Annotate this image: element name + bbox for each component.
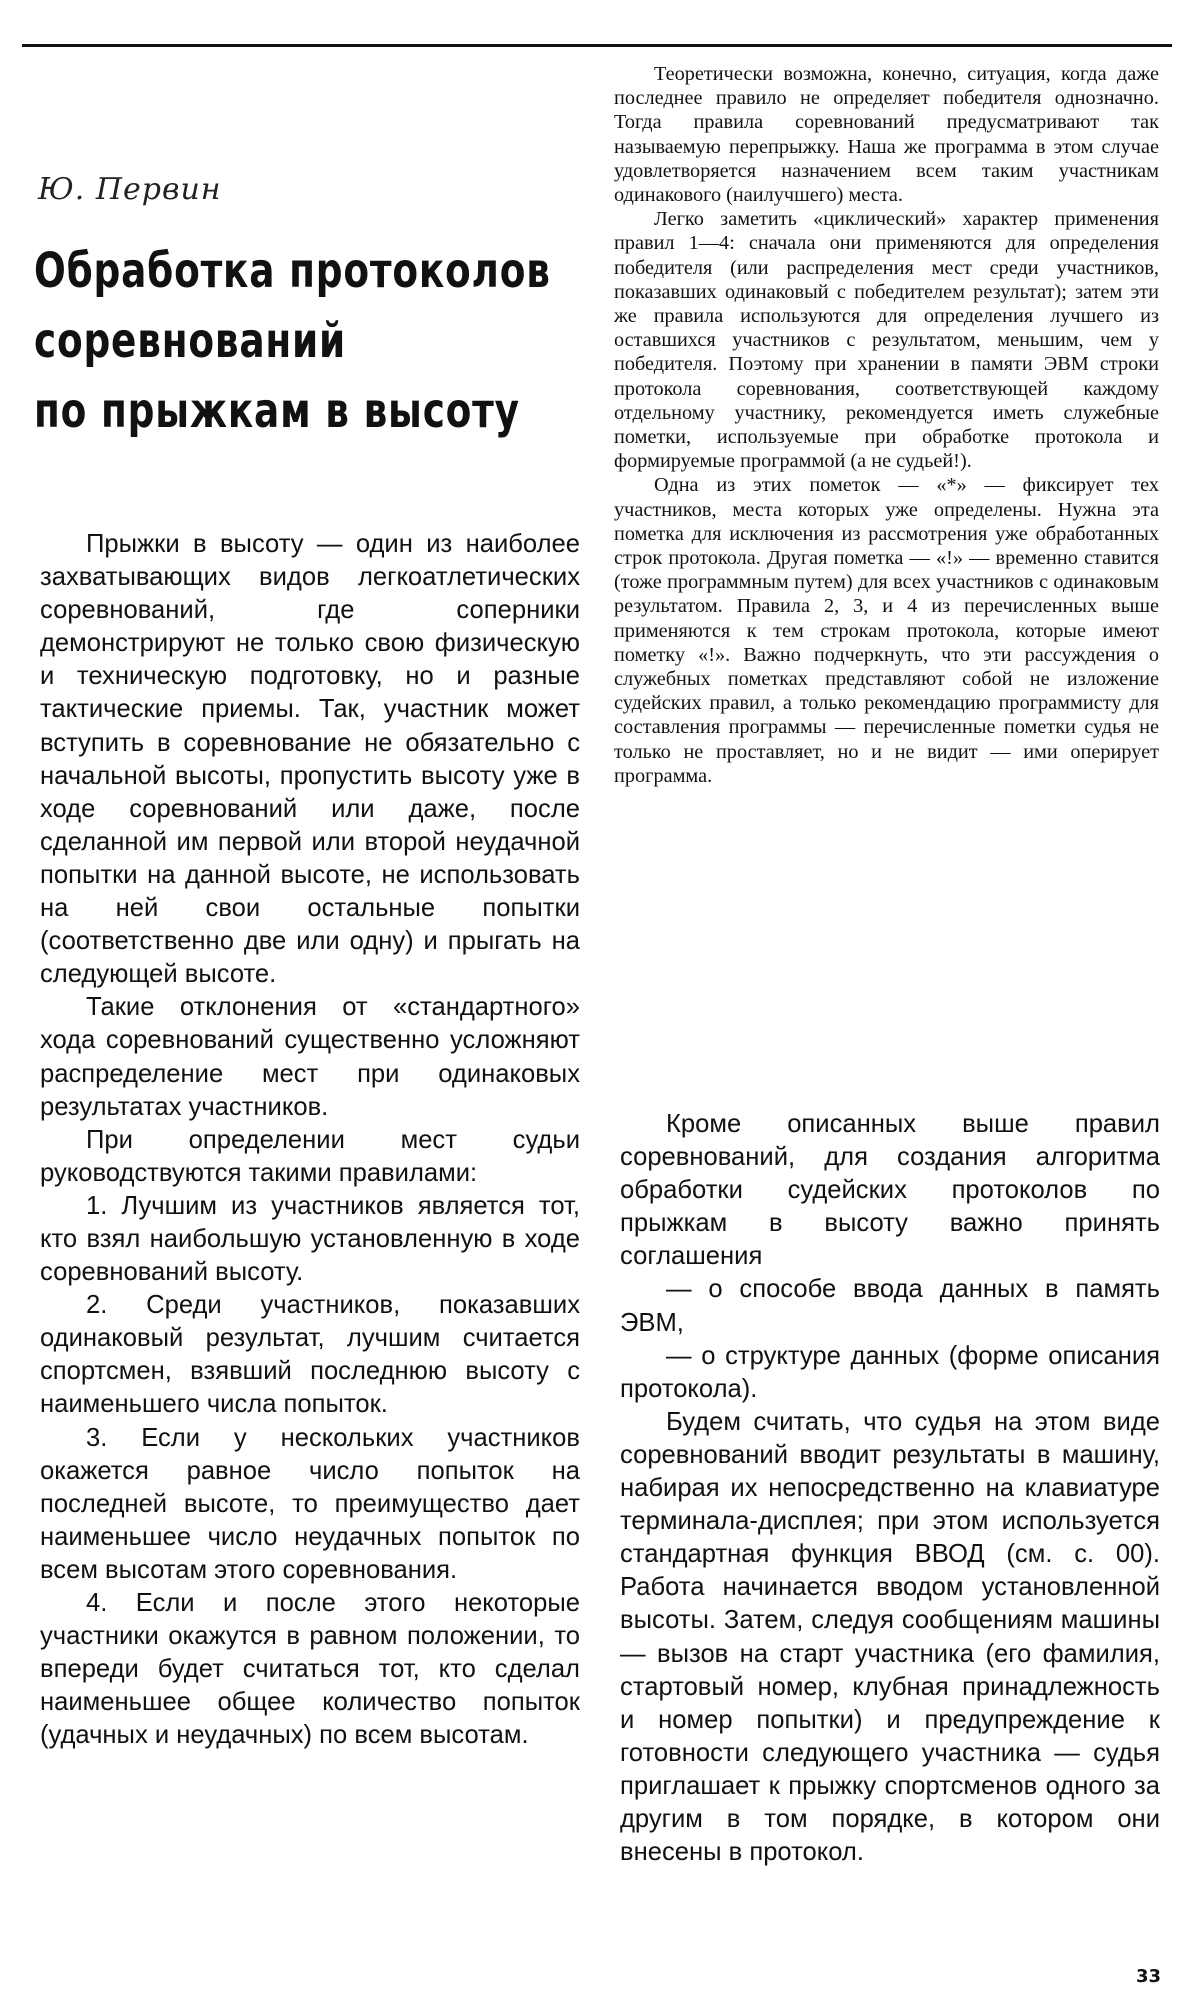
right-column-bottom bbox=[620, 1108, 1160, 1869]
author-name: Ю. Первин bbox=[38, 172, 222, 207]
paragraph: Кроме описанных выше правил соревнований, для создания алгоритма обработки судейских протоколов по прыжкам в высоту важно принять соглашения bbox=[620, 1110, 1160, 1271]
paragraph: Легко заметить «циклический» характер применения правил 1—4: сначала они применяются для определения победителя (или распределения мест среди участников, показавших одинаковый с победителем результат); затем эти же правила используются для определения лучшего из оставшихся участников с результатом, меньшим, чем у победителя. Поэтому при хранении в памяти ЭВМ строки протокола соревнования, соответствующей каждому отдельному участнику, рекомендуется иметь служебные пометки, используемые при обработке протокола и формируемые программой (а не судьей!). bbox=[614, 208, 1159, 473]
rule-item: 1. Лучшим из участников является тот, кто взял наибольшую установленную в ходе соревнований высоту. bbox=[40, 1191, 580, 1287]
paragraph: Прыжки в высоту — один из наиболее захватывающих видов легкоатлетических соревнований, где соперники демонстрируют не только свою физическую и техническую подготовку, но и разные тактические приемы. Так, участник может вступить в соревнование не обязательно с начальной высоты, пропустить высоту уже в ходе соревнований или даже, после сделанной им первой или второй неудачной попытки на данной высоте, не использовать на ней свои остальные попытки (соответственно две или одну) и прыгать на следующей высоте. bbox=[40, 530, 580, 989]
rule-item: 4. Если и после этого некоторые участники окажутся в равном положении, то впереди будет считаться тот, кто сделал наименьшее общее количество попыток (удачных и неудачных) по всем высотам. bbox=[40, 1589, 580, 1750]
page-number: 33 bbox=[1136, 1966, 1162, 1987]
paragraph: При определении мест судьи руководствуются такими правилами: bbox=[40, 1125, 580, 1187]
left-column bbox=[40, 528, 580, 1752]
title-line: по прыжкам в высоту bbox=[34, 383, 520, 439]
title-line: Обработка протоколов bbox=[34, 243, 551, 299]
right-column-top bbox=[614, 62, 1159, 788]
top-rule bbox=[22, 44, 1172, 47]
paragraph: Одна из этих пометок — «*» — фиксирует тех участников, места которых уже определены. Нужна эта пометка для исключения из рассмотрения уже обработанных строк протокола. Другая пометка — «!» — временно ставится (тоже программным путем) для всех участников с одинаковым результатом. Правила 2, 3, и 4 из перечисленных выше применяются к тем строкам протокола, которые имеют пометку «!». Важно подчеркнуть, что эти рассуждения о служебных пометках представляют собой не изложение судейских правил, а только рекомендацию программисту для составления программы — перечисленные пометки судья не только не проставляет, но и не видит — ими оперирует программа. bbox=[614, 474, 1159, 787]
paragraph: — о способе ввода данных в память ЭВМ, bbox=[620, 1275, 1160, 1337]
rule-item: 3. Если у нескольких участников окажется равное число попыток на последней высоте, то преимущество дает наименьшее число неудачных попыток по всем высотам этого соревнования. bbox=[40, 1423, 580, 1584]
paragraph: — о структуре данных (форме описания протокола). bbox=[620, 1341, 1160, 1403]
paragraph: Теоретически возможна, конечно, ситуация, когда даже последнее правило не определяет победителя однозначно. Тогда правила соревнований предусматривают так называемую перепрыжку. Наша же программа в этом случае удовлетворяется назначением всем таким участникам одинакового (наилучшего) места. bbox=[614, 63, 1159, 207]
article-title bbox=[34, 236, 551, 446]
rule-item: 2. Среди участников, показавших одинаковый результат, лучшим считается спортсмен, взявший последнюю высоту с наименьшего числа попыток. bbox=[40, 1291, 580, 1419]
paragraph: Такие отклонения от «стандартного» хода соревнований существенно усложняют распределение мест при одинаковых результатах участников. bbox=[40, 993, 580, 1121]
paragraph: Будем считать, что судья на этом виде соревнований вводит результаты в машину, набирая их непосредственно на клавиатуре терминала-дисплея; при этом используется стандартная функция ВВОД (см. с. 00). Работа начинается вводом установленной высоты. Затем, следуя сообщениям машины — вызов на старт участника (его фамилия, стартовый номер, клубная принадлежность и номер попытки) и предупреждение к готовности следующего участника — судья приглашает к прыжку спортсменов одного за другим в том порядке, в котором они внесены в протокол. bbox=[620, 1407, 1160, 1867]
title-line: соревнований bbox=[34, 313, 347, 369]
